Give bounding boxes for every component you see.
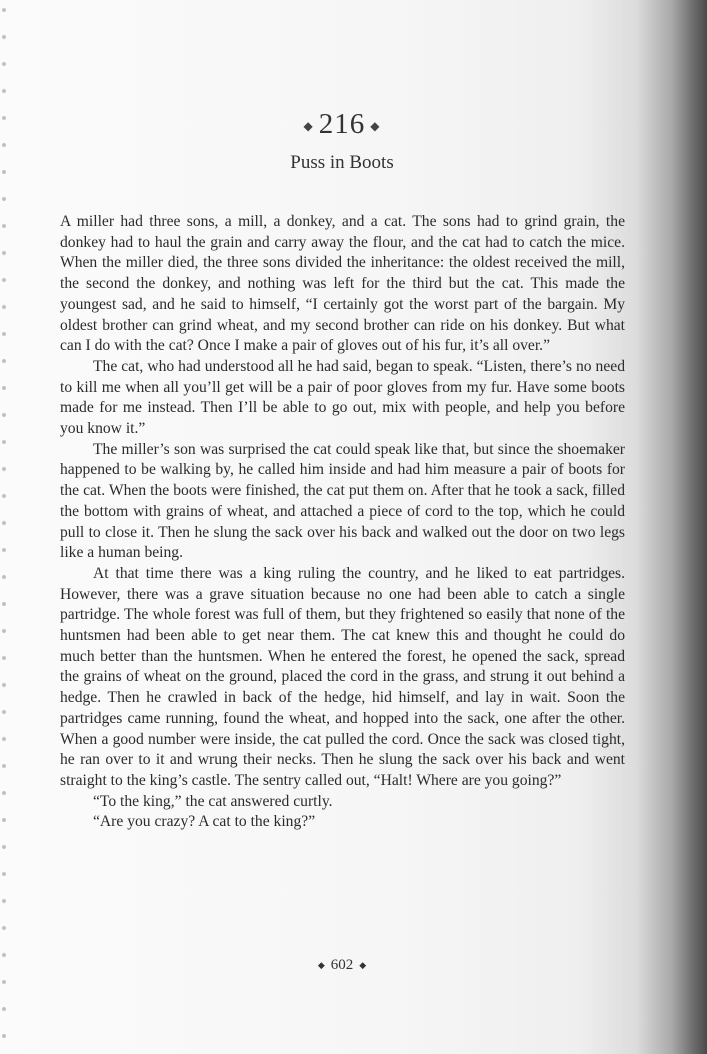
folio-ornament-right-icon: ◆ — [359, 960, 367, 971]
paragraph: “Are you crazy? A cat to the king?” — [93, 813, 316, 831]
chapter-title: Puss in Boots — [290, 152, 394, 173]
paragraph: The cat, who had understood all he had said, began to speak. “Listen, there’s no need to kill me when all you’ll get will be a pair of poor gloves from my fur. Have some boots made for me instead. Then I’ll be able to go out, mix with people, and help you before you know it.” — [60, 357, 625, 438]
paragraph: A miller had three sons, a mill, a donkey, and a cat. The sons had to grind grain, the donkey had to haul the grain and carry away the flour, and the cat had to catch the mice. When the miller died, the three sons divided the inheritance: the oldest received the mill, the second the donkey, and nothing was left for the third but the cat. This made the youngest sad, and he said to himself, “I certainly got the worst part of the bargain. My oldest brother can grind wheat, and my second brother can ride on his donkey. But what can I do with the cat? Once I make a pair of gloves out of his fur, it’s all over.” — [60, 213, 625, 355]
page-number — [0, 957, 684, 974]
folio-ornament-left-icon: ◆ — [317, 960, 325, 971]
paragraph: The miller’s son was surprised the cat could speak like that, but since the shoemaker happened to be walking by, he called him inside and had him measure a pair of boots for the cat. When the boots were finished, the cat put them on. After that he took a sack, filled the bottom with grains of wheat, and attached a piece of cord to the top, which he could pull to close it. Then he slung the sack over his back and walked out the door on two legs like a human being. — [60, 440, 625, 562]
ornament-left-icon: ◆ — [303, 118, 314, 133]
paragraph: “To the king,” the cat answered curtly. — [93, 792, 333, 810]
paragraph: At that time there was a king ruling the country, and he liked to eat partridges. However, there was a grave situation because no one had been able to catch a single partridge. The whole forest was full of them, but they frightened so easily that none of the huntsmen had been able to get near them. The cat knew this and thought he could do much better than the huntsmen. When he entered the forest, he opened the sack, spread the grains of wheat on the ground, placed the cord in the grass, and strung it out behind a hedge. Then he crawled in back of the hedge, hid himself, and lay in wait. Soon the partridges came running, found the wheat, and hopped into the sack, one after the other. When a good number were inside, the cat pulled the cord. Once the sack was closed tight, he ran over to it and wrung their necks. Then he slung the sack over his back and went straight to the king’s castle. The sentry called out, “Halt! Where are you going?” — [60, 564, 625, 789]
chapter-number-text: 216 — [318, 108, 366, 140]
ornament-right-icon: ◆ — [370, 118, 381, 133]
story-text — [60, 212, 625, 833]
chapter-number — [0, 108, 684, 141]
page-number-text: 602 — [330, 957, 354, 973]
